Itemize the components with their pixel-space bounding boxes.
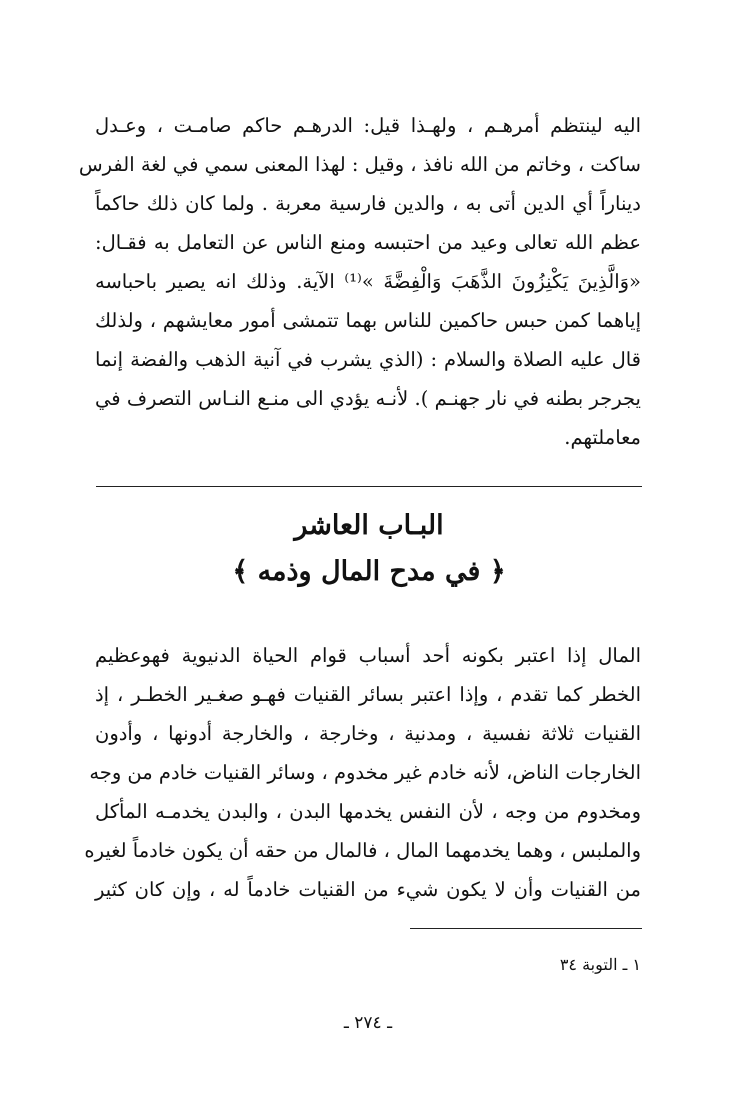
text-line: عظم الله تعالى وعيد من احتبسه ومنع الناس عن التعامل به فقـال:: [95, 231, 641, 254]
text-line: قال عليه الصلاة والسلام : (الذي يشرب في آنية الذهب والفضة إنما: [95, 348, 641, 371]
chapter-title: البـاب العاشر: [294, 510, 444, 541]
chapter-subtitle: ﴿ في مدح المال وذمه ﴾: [232, 556, 506, 587]
bottom-paragraph: [84, 636, 641, 909]
text-line: الخطر كما تقدم ، وإذا اعتبر بسائر القنيات فهـو صغـير الخطـر ، إذ: [95, 683, 641, 706]
text-line: المال إذا اعتبر بكونه أحد أسباب قوام الحياة الدنيوية فهوعظيم: [95, 644, 641, 667]
text-line: ديناراً أي الدين أتى به ، والدين فارسية معربة . ولما كان ذلك حاكماً: [95, 192, 641, 215]
text-line: الخارجات الناض، لأنه خادم غير مخدوم ، وسائر القنيات خادم من وجه: [89, 761, 641, 784]
footnote: ١ ـ التوبة ٣٤: [559, 955, 641, 974]
section-divider: [96, 486, 642, 487]
text-line: إياهما كمن حبس حاكمين للناس بهما تتمشى أمور معايشهم ، ولذلك: [95, 309, 641, 332]
page-number: ـ ٢٧٤ ـ: [343, 1013, 393, 1033]
footnote-divider: [410, 928, 642, 929]
text-line: ساكت ، وخاتم من الله نافذ ، وقيل : لهذا المعنى سمي في لغة الفرس: [78, 153, 641, 176]
text-line: ومخدوم من وجه ، لأن النفس يخدمها البدن ، والبدن يخدمـه المأكل: [95, 800, 641, 823]
text-line: اليه لينتظم أمرهـم ، ولهـذا قيل: الدرهـم حاكم صامـت ، وعـدل: [95, 114, 641, 137]
text-line: والملبس ، وهما يخدمهما المال ، فالمال من حقه أن يكون خادماً لغيره: [84, 839, 641, 862]
top-paragraph: [78, 106, 641, 457]
text-line: يجرجر بطنه في نار جهنـم ). لأنـه يؤدي الى منـع النـاس التصرف في: [95, 387, 641, 410]
text-line: من القنيات وأن لا يكون شيء من القنيات خادماً له ، وإن كان كثير: [95, 878, 641, 901]
text-line: معاملتهم.: [564, 426, 641, 449]
quran-verse-line: «وَالَّذِينَ يَكْنِزُونَ الذَّهَبَ وَالْفِضَّةَ »⁽¹⁾ الآية. وذلك انه يصير باحباسه: [95, 270, 641, 293]
text-line: القنيات ثلاثة نفسية ، ومدنية ، وخارجة ، والخارجة أدونها ، وأدون: [95, 722, 641, 745]
